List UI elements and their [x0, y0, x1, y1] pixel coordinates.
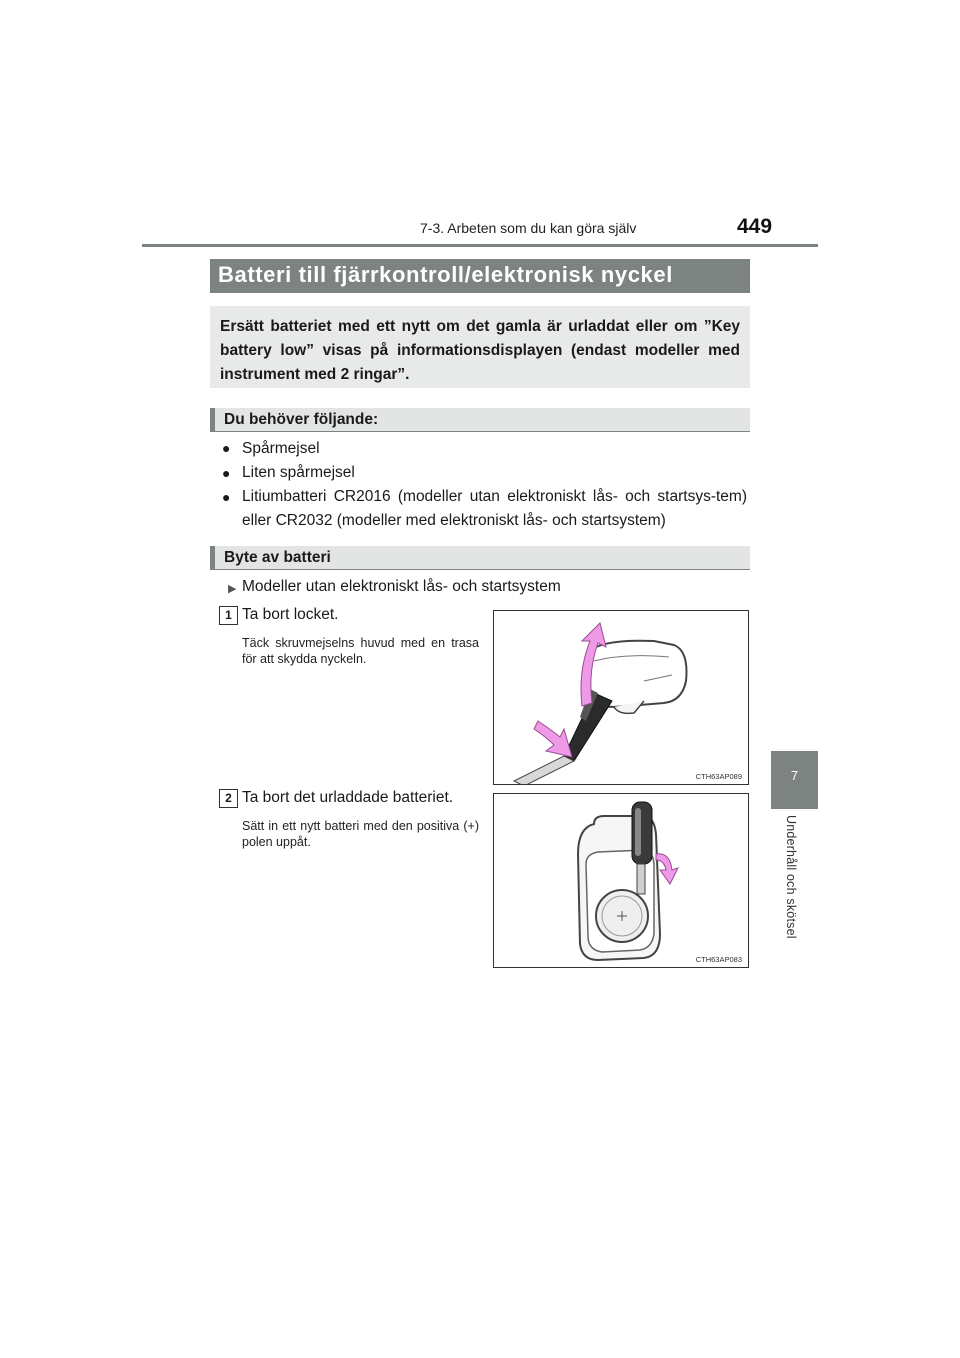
chapter-number: 7 — [790, 768, 799, 783]
bullet-icon: ● — [222, 465, 231, 481]
key-cover-illustration — [494, 611, 749, 785]
figure-remove-cover — [493, 610, 749, 785]
list-item: Spårmejsel — [242, 440, 320, 457]
list-item: Litiumbatteri CR2016 (modeller utan elektroniskt lås- och startsys-tem) eller CR2032 (modeller med elektroniskt lås- och startsystem) — [242, 488, 747, 529]
arrow-right-icon: ▶ — [228, 583, 237, 595]
battery-illustration — [494, 794, 749, 968]
step-title: Ta bort det urladdade batteriet. — [242, 789, 454, 806]
figure-remove-battery — [493, 793, 749, 968]
page-title: Batteri till fjärrkontroll/elektronisk nyckel — [218, 262, 673, 287]
step-number: 1 — [219, 606, 238, 625]
step-title: Ta bort locket. — [242, 606, 339, 623]
step-note: Täck skruvmejselns huvud med en trasa för att skydda nyckeln. — [242, 636, 479, 666]
intro-text: Ersätt batteriet med ett nytt om det gamla är urladdat eller om ”Key battery low” visas på informationsdisplayen (endast modeller med instrument med 2 ringar”. — [220, 318, 740, 383]
bullet-icon: ● — [222, 440, 231, 456]
bullet-icon: ● — [222, 489, 231, 505]
page-number: 449 — [737, 215, 773, 238]
figure-code: CTH63AP089 — [695, 772, 742, 781]
section-title: 7-3. Arbeten som du kan göra själv — [420, 220, 637, 236]
model-variant: Modeller utan elektroniskt lås- och startsystem — [242, 578, 561, 595]
replace-heading: Byte av batteri — [224, 549, 331, 566]
step-note: Sätt in ett nytt batteri med den positiva (+) polen uppåt. — [242, 819, 479, 849]
step-number: 2 — [219, 789, 238, 808]
header-divider — [142, 244, 818, 247]
needs-heading: Du behöver följande: — [224, 411, 379, 428]
figure-code: CTH63AP083 — [695, 955, 742, 964]
list-item: Liten spårmejsel — [242, 464, 355, 481]
chapter-title: Underhåll och skötsel — [784, 815, 798, 939]
